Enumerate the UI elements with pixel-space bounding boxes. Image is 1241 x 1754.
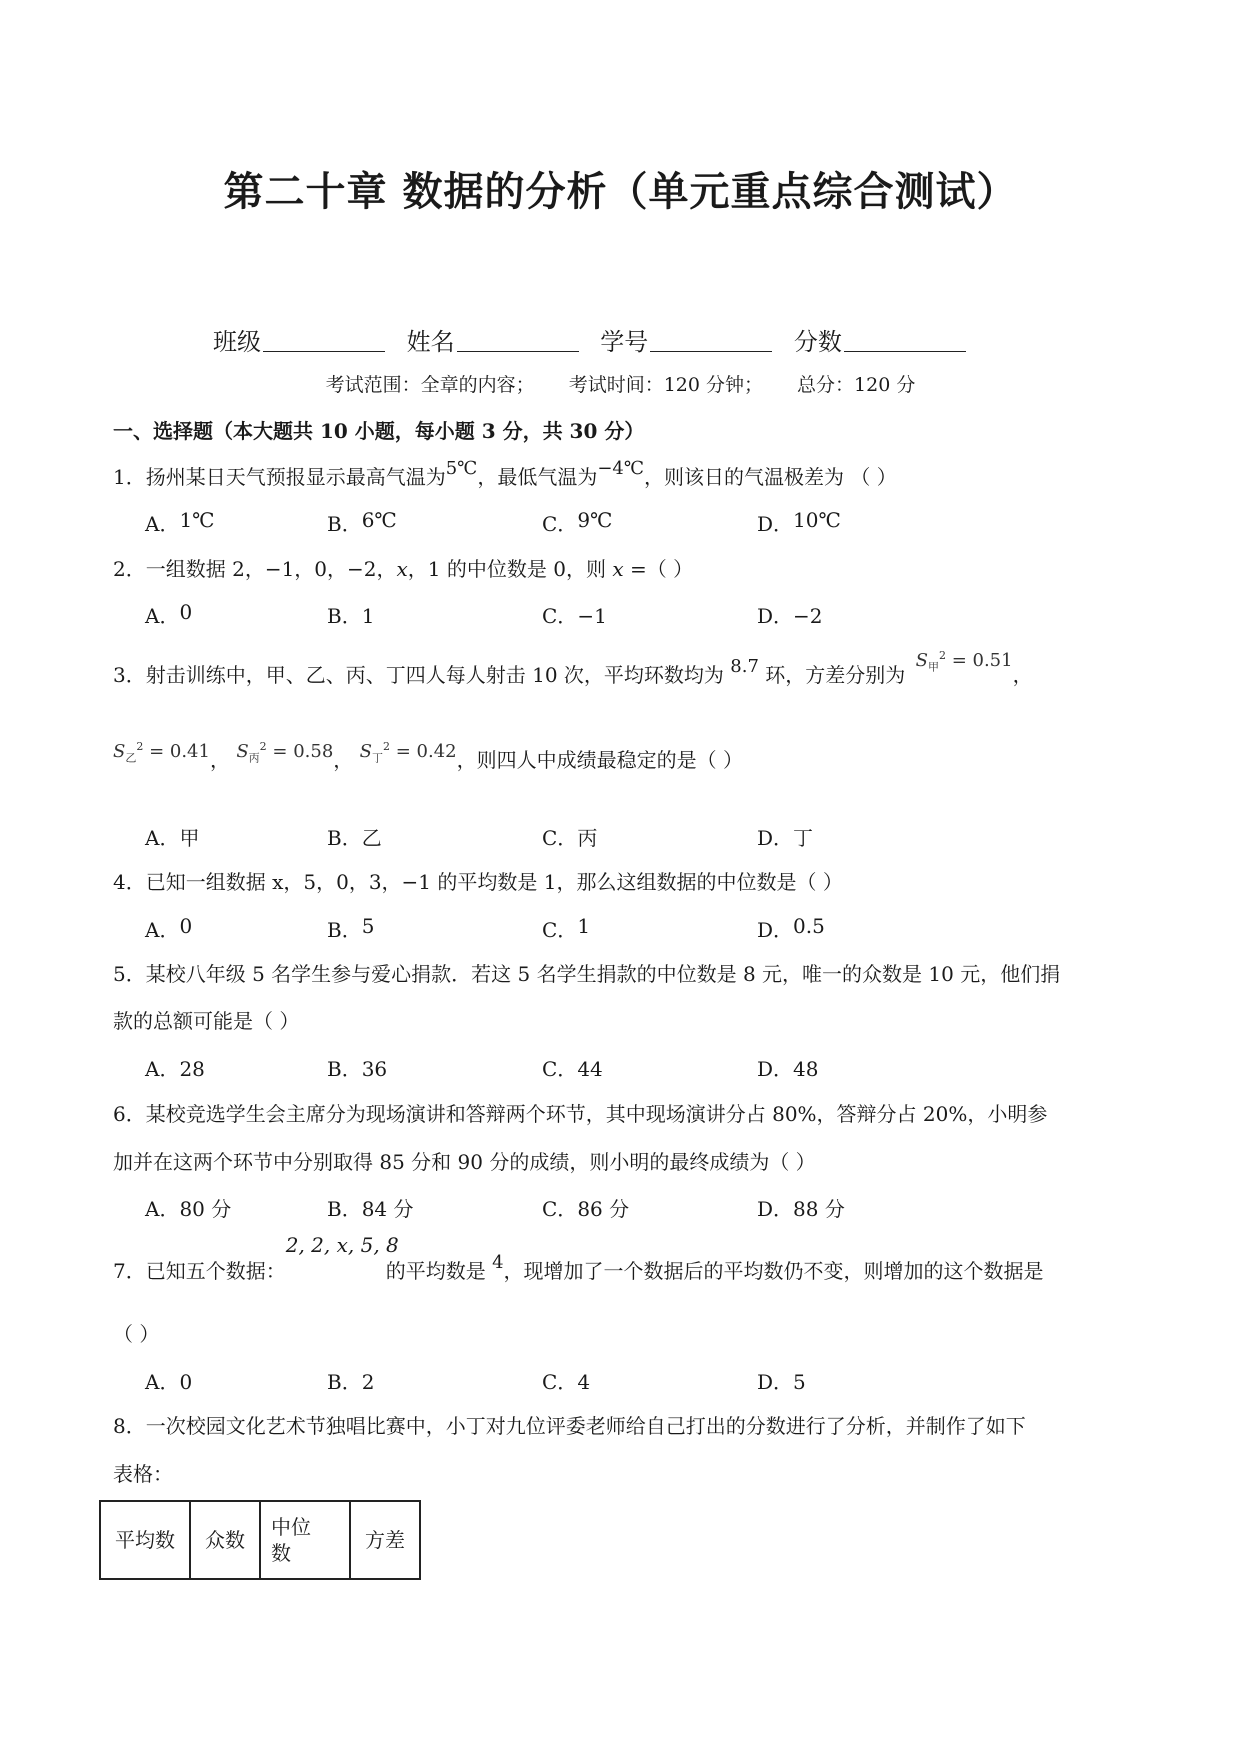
question-3: 3．射击训练中，甲、乙、丙、丁四人每人射击 10 次，平均环数均为 8.7 环，方差分别为 $S_甲^2 = 0.51$， [113, 649, 1033, 687]
q3-option-c[interactable]: C．丙 [542, 826, 598, 850]
question-6-continued: 加并在这两个环节中分别取得 85 分和 90 分的成绩，则小明的最终成绩为（ ） [113, 1150, 816, 1174]
question-5-continued: 款的总额可能是（ ） [113, 1009, 300, 1033]
q3-option-a[interactable]: A．甲 [145, 826, 200, 850]
q7-option-c[interactable]: C．4 [542, 1370, 591, 1394]
question-7: 7．已知五个数据：2, 2, x, 5, 8的平均数是 4，现增加了一个数据后的平均数仍不变，则增加的这个数据是 [113, 1233, 1044, 1283]
table-header-median: 中位 数 [260, 1501, 350, 1579]
exam-time: 考试时间：120 分钟； [568, 374, 763, 396]
score-field: 分数 [794, 322, 966, 357]
q5-option-a[interactable]: A．28 [145, 1057, 205, 1081]
question-4: 4．已知一组数据 x，5，0，3，−1 的平均数是 1，那么这组数据的中位数是（ ） [113, 870, 843, 894]
page-title: 第二十章 数据的分析（单元重点综合测试） [223, 169, 1018, 215]
name-field: 姓名 [407, 322, 579, 357]
q1-option-b[interactable]: B．6℃ [327, 508, 397, 536]
q3-option-b[interactable]: B．乙 [327, 826, 382, 850]
question-6: 6．某校竞选学生会主席分为现场演讲和答辩两个环节，其中现场演讲分占 80%，答辩分占 20%，小明参 [113, 1102, 1048, 1126]
q5-option-d[interactable]: D．48 [757, 1057, 819, 1081]
table-header-variance: 方差 [350, 1501, 420, 1579]
q7-option-d[interactable]: D．5 [757, 1370, 806, 1394]
q6-option-a[interactable]: A．80 分 [145, 1197, 232, 1221]
q5-option-c[interactable]: C．44 [542, 1057, 603, 1081]
q4-option-b[interactable]: B．5 [327, 914, 375, 942]
name-blank[interactable] [457, 329, 579, 352]
q2-option-d[interactable]: D．−2 [757, 604, 823, 628]
section-heading: 一、选择题（本大题共 10 小题，每小题 3 分，共 30 分） [113, 419, 645, 443]
q4-option-d[interactable]: D．0.5 [757, 914, 825, 942]
variance-jia: $S_甲^2 = 0.51$ [915, 649, 1013, 674]
student-id-field: 学号 [600, 322, 772, 357]
question-2: 2．一组数据 2，−1，0，−2，x，1 的中位数是 0，则 x =（ ） [113, 557, 694, 581]
class-blank[interactable] [263, 329, 385, 352]
q2-option-b[interactable]: B．1 [327, 604, 375, 628]
student-id-blank[interactable] [650, 329, 772, 352]
exam-range: 考试范围：全章的内容； [325, 374, 535, 396]
q3-option-d[interactable]: D．丁 [757, 826, 814, 850]
q7-option-b[interactable]: B．2 [327, 1370, 375, 1394]
variance-bing: $S_丙^2 = 0.58$ [236, 740, 334, 765]
q6-option-d[interactable]: D．88 分 [757, 1197, 845, 1221]
q5-option-b[interactable]: B．36 [327, 1057, 388, 1081]
exam-meta [0, 370, 1241, 397]
q2-option-c[interactable]: C．−1 [542, 604, 607, 628]
q2-option-a[interactable]: A．0 [145, 600, 193, 628]
question-1: 1．扬州某日天气预报显示最高气温为5℃，最低气温为−4℃，则该日的气温极差为 （ ） [113, 458, 897, 489]
variance-yi: $S_乙^2 = 0.41$ [113, 740, 210, 765]
question-5: 5．某校八年级 5 名学生参与爱心捐款．若这 5 名学生捐款的中位数是 8 元，唯一的众数是 10 元，他们捐 [113, 962, 1061, 986]
question-3-continued: $S_乙^2 = 0.41$， $S_丙^2 = 0.58$， $S_丁^2 = 0.42$，则四人中成绩最稳定的是（ ） [113, 740, 743, 772]
variance-ding: $S_丁^2 = 0.42$ [359, 740, 457, 765]
table-row [100, 1501, 420, 1579]
stats-table [99, 1500, 421, 1580]
q7-option-a[interactable]: A．0 [145, 1370, 193, 1394]
class-field: 班级 [213, 322, 385, 357]
q1-option-c[interactable]: C．9℃ [542, 508, 613, 536]
table-header-mode: 众数 [190, 1501, 260, 1579]
question-7-continued: （ ） [113, 1322, 160, 1346]
table-header-mean: 平均数 [100, 1501, 190, 1579]
q1-option-a[interactable]: A．1℃ [145, 508, 215, 536]
q6-option-b[interactable]: B．84 分 [327, 1197, 414, 1221]
student-info-fields [213, 322, 980, 357]
question-8: 8．一次校园文化艺术节独唱比赛中，小丁对九位评委老师给自己打出的分数进行了分析，并制作了如下 [113, 1414, 1026, 1438]
question-8-continued: 表格： [113, 1462, 173, 1486]
exam-total: 总分：120 分 [797, 374, 916, 396]
q1-option-d[interactable]: D．10℃ [757, 508, 841, 536]
q6-option-c[interactable]: C．86 分 [542, 1197, 630, 1221]
score-blank[interactable] [844, 329, 966, 352]
q4-option-c[interactable]: C．1 [542, 914, 591, 942]
q4-option-a[interactable]: A．0 [145, 914, 193, 942]
